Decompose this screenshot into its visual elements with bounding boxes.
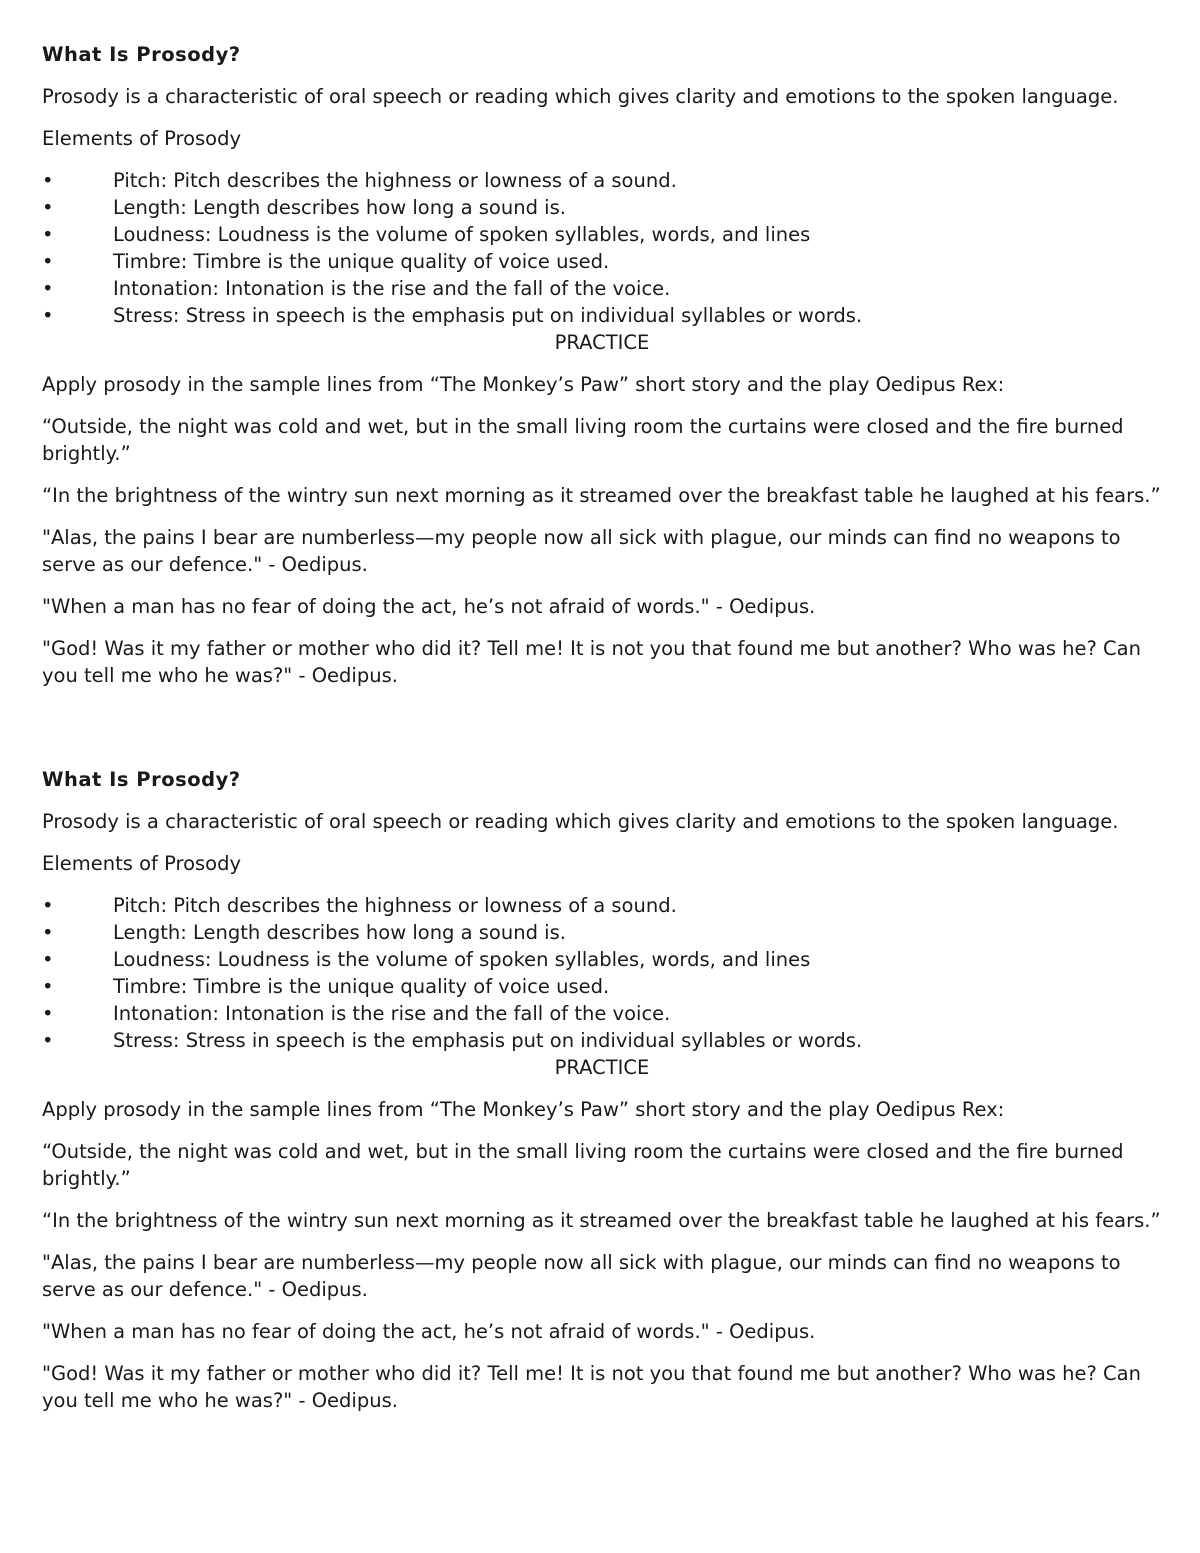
element-text: Stress: Stress in speech is the emphasis put on individual syllables or words. <box>113 304 863 327</box>
bullet-icon: • <box>42 1029 54 1052</box>
list-item <box>42 919 1162 946</box>
list-item <box>42 946 1162 973</box>
list-item <box>42 973 1162 1000</box>
prosody-section-2 <box>42 766 1162 1429</box>
element-text: Timbre: Timbre is the unique quality of voice used. <box>113 250 610 273</box>
element-text: Intonation: Intonation is the rise and the fall of the voice. <box>113 277 671 300</box>
list-item <box>42 194 1162 221</box>
sample-line: "Alas, the pains I bear are numberless—my people now all sick with plague, our minds can find no weapons to serve as our defence." - Oedipus. <box>42 1251 1121 1301</box>
bullet-icon: • <box>42 169 54 192</box>
list-item <box>42 302 1162 329</box>
list-item <box>42 1027 1162 1054</box>
section-title: What Is Prosody? <box>42 768 241 791</box>
sample-line: "When a man has no fear of doing the act, he’s not afraid of words." - Oedipus. <box>42 595 816 618</box>
element-text: Loudness: Loudness is the volume of spoken syllables, words, and lines <box>113 223 811 246</box>
sample-line: "God! Was it my father or mother who did it? Tell me! It is not you that found me but another? Who was he? Can you tell me who he was?" - Oedipus. <box>42 1362 1141 1412</box>
element-text: Pitch: Pitch describes the highness or lowness of a sound. <box>113 169 677 192</box>
elements-heading: Elements of Prosody <box>42 852 242 875</box>
sample-line: “In the brightness of the wintry sun next morning as it streamed over the breakfast table he laughed at his fears.” <box>42 1209 1161 1232</box>
list-item <box>42 248 1162 275</box>
sample-line: "Alas, the pains I bear are numberless—my people now all sick with plague, our minds can find no weapons to serve as our defence." - Oedipus. <box>42 526 1121 576</box>
prosody-section-1 <box>42 41 1162 704</box>
practice-heading: PRACTICE <box>554 331 650 354</box>
prosody-definition: Prosody is a characteristic of oral speech or reading which gives clarity and emotions to the spoken language. <box>42 810 1119 833</box>
list-item <box>42 1000 1162 1027</box>
bullet-icon: • <box>42 948 54 971</box>
element-text: Stress: Stress in speech is the emphasis put on individual syllables or words. <box>113 1029 863 1052</box>
bullet-icon: • <box>42 975 54 998</box>
bullet-icon: • <box>42 250 54 273</box>
element-text: Pitch: Pitch describes the highness or lowness of a sound. <box>113 894 677 917</box>
sample-line: “In the brightness of the wintry sun next morning as it streamed over the breakfast table he laughed at his fears.” <box>42 484 1161 507</box>
bullet-icon: • <box>42 1002 54 1025</box>
elements-heading: Elements of Prosody <box>42 127 242 150</box>
element-text: Loudness: Loudness is the volume of spoken syllables, words, and lines <box>113 948 811 971</box>
sample-line: “Outside, the night was cold and wet, but in the small living room the curtains were closed and the fire burned brightly.” <box>42 415 1124 465</box>
bullet-icon: • <box>42 304 54 327</box>
list-item <box>42 221 1162 248</box>
elements-list <box>42 167 1162 329</box>
bullet-icon: • <box>42 196 54 219</box>
prosody-definition: Prosody is a characteristic of oral speech or reading which gives clarity and emotions to the spoken language. <box>42 85 1119 108</box>
bullet-icon: • <box>42 223 54 246</box>
element-text: Intonation: Intonation is the rise and the fall of the voice. <box>113 1002 671 1025</box>
practice-instruction: Apply prosody in the sample lines from “The Monkey’s Paw” short story and the play Oedipus Rex: <box>42 1098 1005 1121</box>
element-text: Length: Length describes how long a sound is. <box>113 196 566 219</box>
practice-instruction: Apply prosody in the sample lines from “The Monkey’s Paw” short story and the play Oedipus Rex: <box>42 373 1005 396</box>
element-text: Length: Length describes how long a sound is. <box>113 921 566 944</box>
bullet-icon: • <box>42 921 54 944</box>
practice-heading: PRACTICE <box>554 1056 650 1079</box>
sample-line: “Outside, the night was cold and wet, but in the small living room the curtains were closed and the fire burned brightly.” <box>42 1140 1124 1190</box>
list-item <box>42 275 1162 302</box>
bullet-icon: • <box>42 894 54 917</box>
bullet-icon: • <box>42 277 54 300</box>
section-title: What Is Prosody? <box>42 43 241 66</box>
elements-list <box>42 892 1162 1054</box>
sample-line: "When a man has no fear of doing the act, he’s not afraid of words." - Oedipus. <box>42 1320 816 1343</box>
element-text: Timbre: Timbre is the unique quality of voice used. <box>113 975 610 998</box>
list-item <box>42 167 1162 194</box>
list-item <box>42 892 1162 919</box>
sample-line: "God! Was it my father or mother who did it? Tell me! It is not you that found me but another? Who was he? Can you tell me who he was?" - Oedipus. <box>42 637 1141 687</box>
